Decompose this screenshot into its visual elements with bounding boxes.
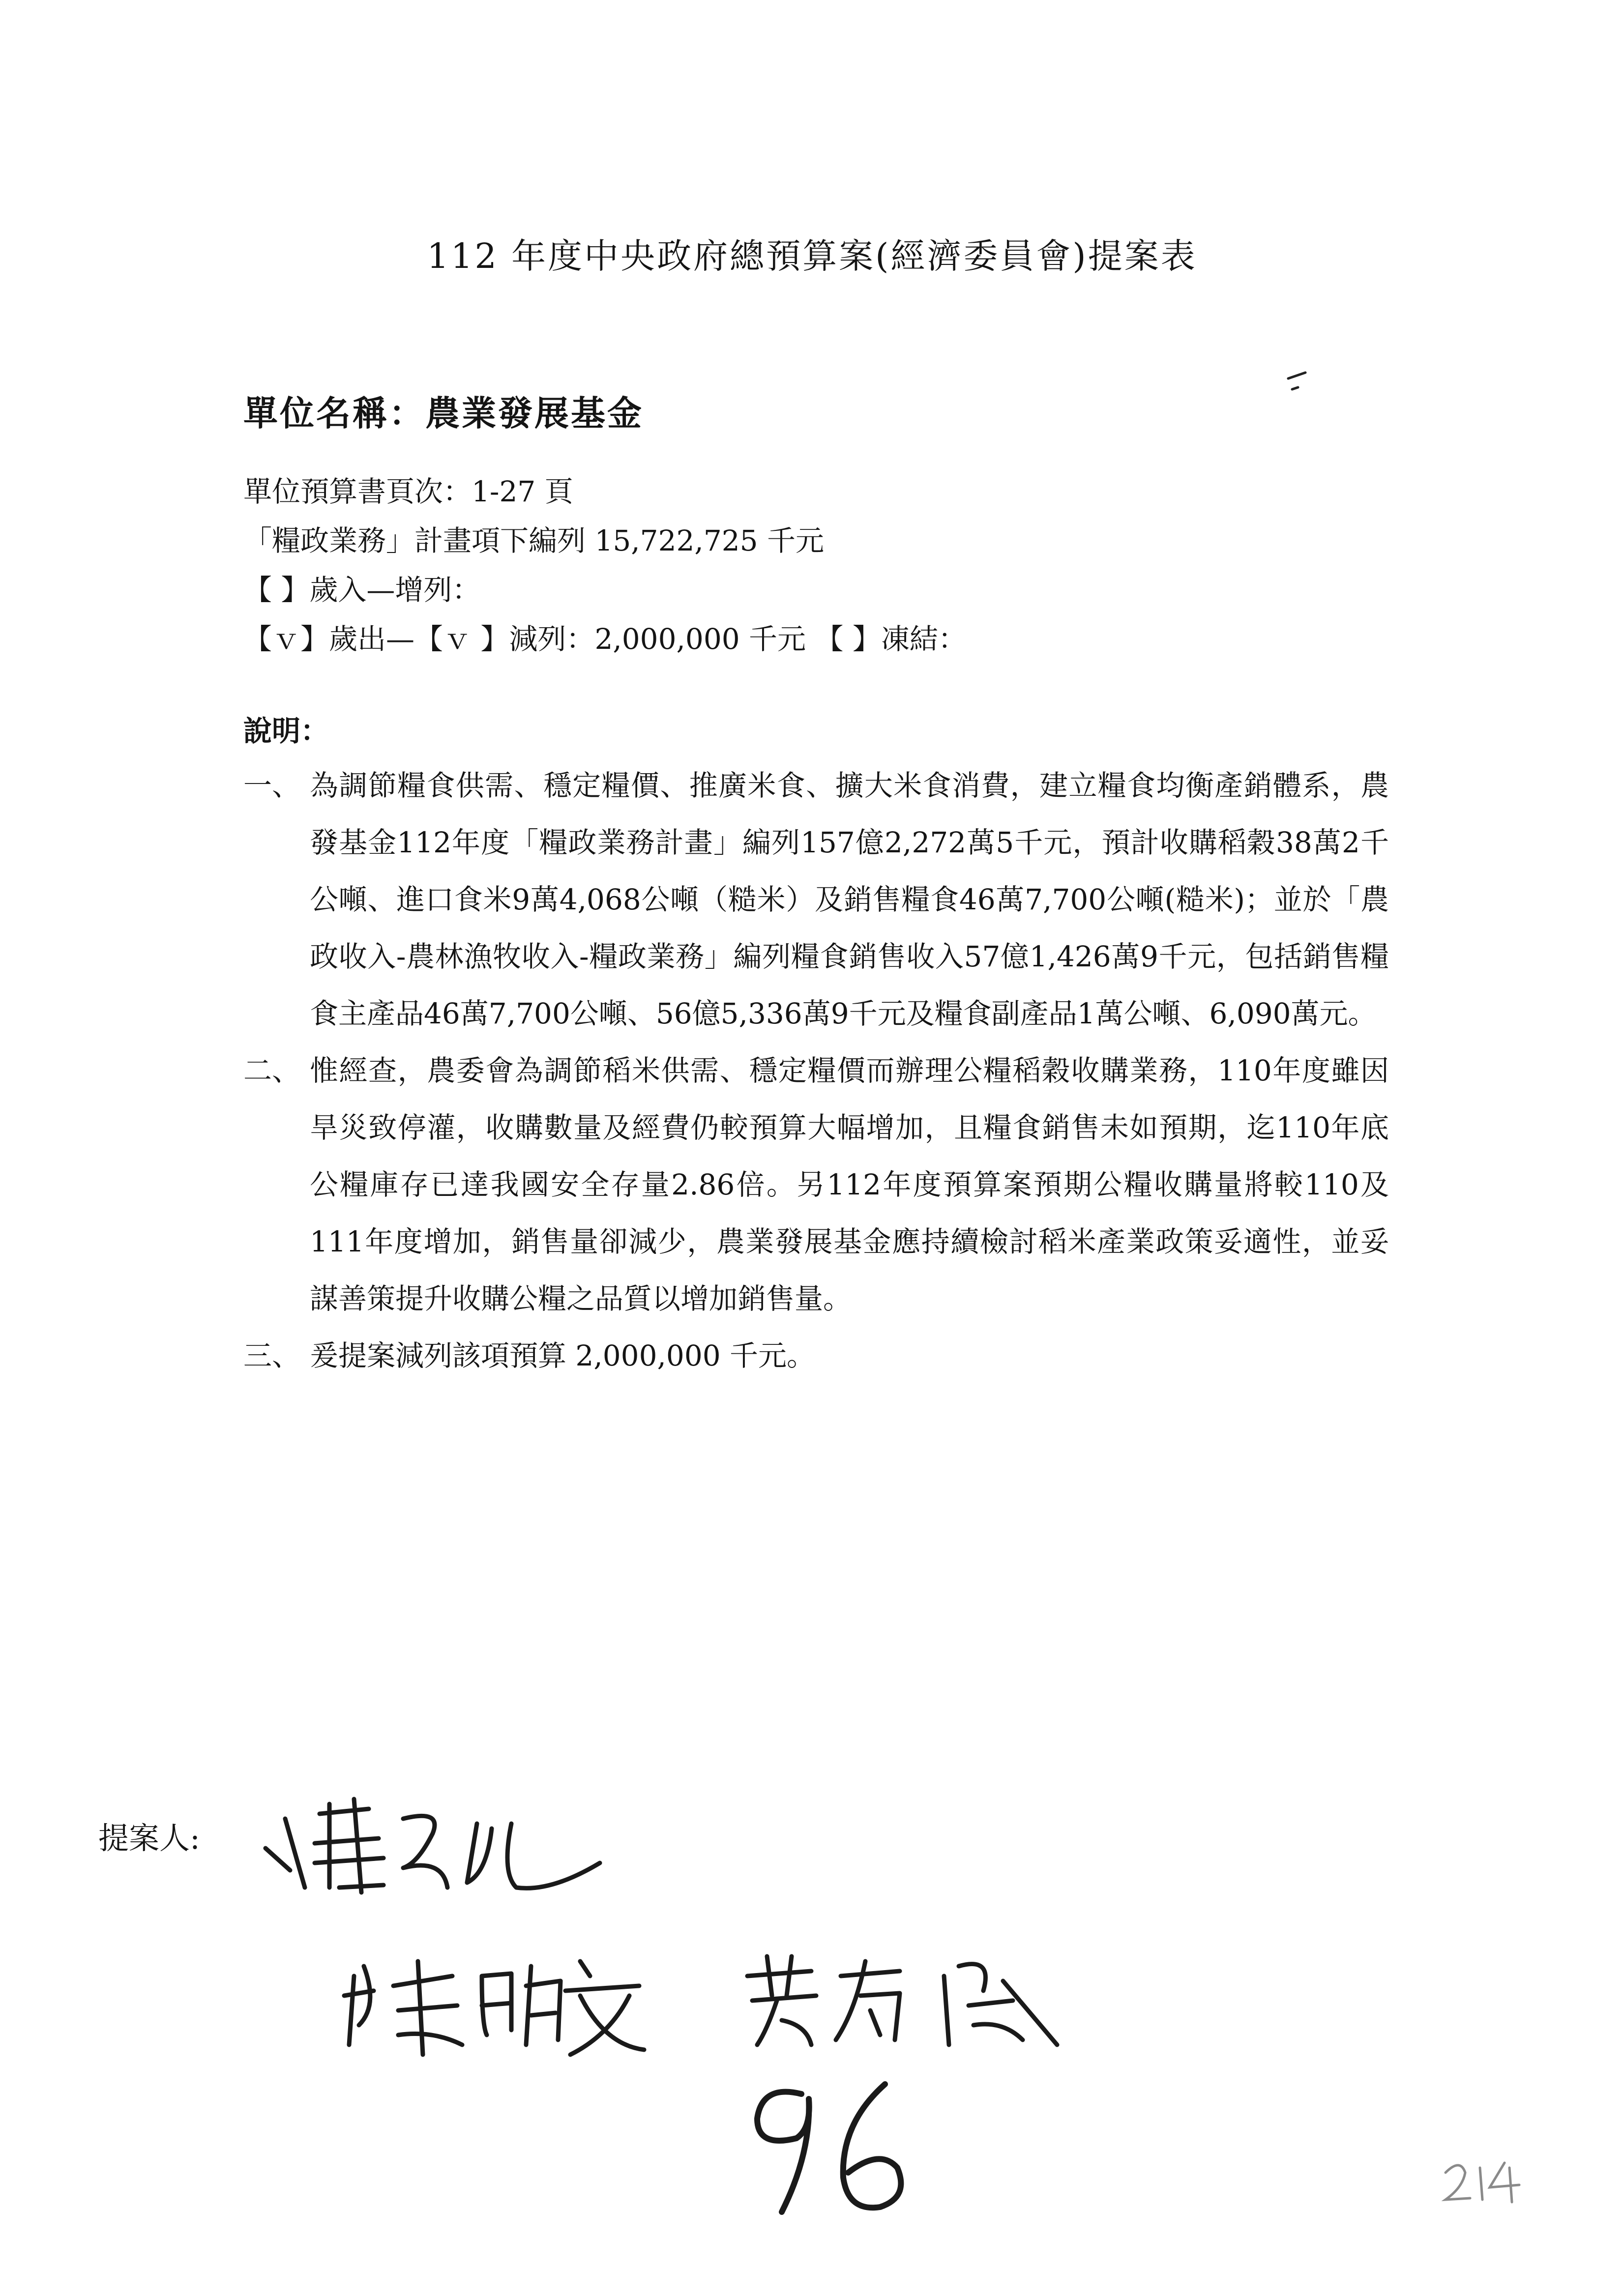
signature-3 bbox=[738, 1947, 1072, 2055]
item-text: 為調節糧食供需、穩定糧價、推廣米食、擴大米食消費，建立糧食均衡產銷體系，農發基金112年度「糧政業務計畫」編列157億2,272萬5千元，預計收購稻穀38萬2千公噸、進口食米9萬4,068公噸（糙米）及銷售糧食46萬7,700公噸(糙米)；並於「農政收入-農林漁牧收入-糧政業務」編列糧食銷售收入57億1,426萬9千元，包括銷售糧食主產品46萬7,700公噸、56億5,336萬9千元及糧食副產品1萬公噸、6,090萬元。 bbox=[310, 769, 1389, 1030]
handwritten-number bbox=[728, 2064, 934, 2222]
expense-reduction-line: 【ｖ】歲出—【ｖ 】減列：2,000,000 千元 【 】凍結： bbox=[243, 622, 967, 656]
stray-ink-mark bbox=[1283, 369, 1313, 398]
unit-name-line bbox=[243, 386, 644, 436]
explanation-item bbox=[243, 757, 1389, 1042]
explanation-item bbox=[243, 1327, 1389, 1384]
document-title: 112 年度中央政府總預算案(經濟委員會)提案表 bbox=[427, 236, 1197, 276]
item-number: 三、 bbox=[243, 1339, 301, 1372]
item-text: 惟經查，農委會為調節稻米供需、穩定糧價而辦理公糧稻穀收購業務，110年度雖因旱災致停灌，收購數量及經費仍較預算大幅增加，且糧食銷售未如預期，迄110年底公糧庫存已達我國安全存量2.86倍。另112年度預算案預期公糧收購量將較110及111年度增加，銷售量卻減少，農業發展基金應持續檢討稻米產業政策妥適性，並妥謀善策提升收購公糧之品質以增加銷售量。 bbox=[310, 1054, 1389, 1315]
signature-2 bbox=[334, 1947, 649, 2064]
page-number-pencil bbox=[1436, 2153, 1534, 2207]
unit-name-value: 農業發展基金 bbox=[425, 393, 644, 434]
signature-1 bbox=[256, 1789, 610, 1902]
item-number: 一、 bbox=[243, 769, 301, 802]
item-number: 二、 bbox=[243, 1054, 301, 1087]
explanation-list bbox=[243, 757, 1389, 1384]
proposer-label: 提案人: bbox=[98, 1820, 200, 1856]
explanation-item bbox=[243, 1042, 1389, 1327]
item-text: 爰提案減列該項預算 2,000,000 千元。 bbox=[310, 1339, 816, 1372]
budget-page-reference: 單位預算書頁次：1-27 頁 bbox=[243, 475, 573, 508]
unit-name-label: 單位名稱： bbox=[243, 393, 425, 434]
budget-meta bbox=[243, 467, 967, 664]
revenue-increase-line: 【 】歲入—增列： bbox=[243, 573, 481, 607]
program-budget-line: 「糧政業務」計畫項下編列 15,722,725 千元 bbox=[243, 524, 824, 557]
explanation-heading: 說明： bbox=[243, 714, 329, 748]
